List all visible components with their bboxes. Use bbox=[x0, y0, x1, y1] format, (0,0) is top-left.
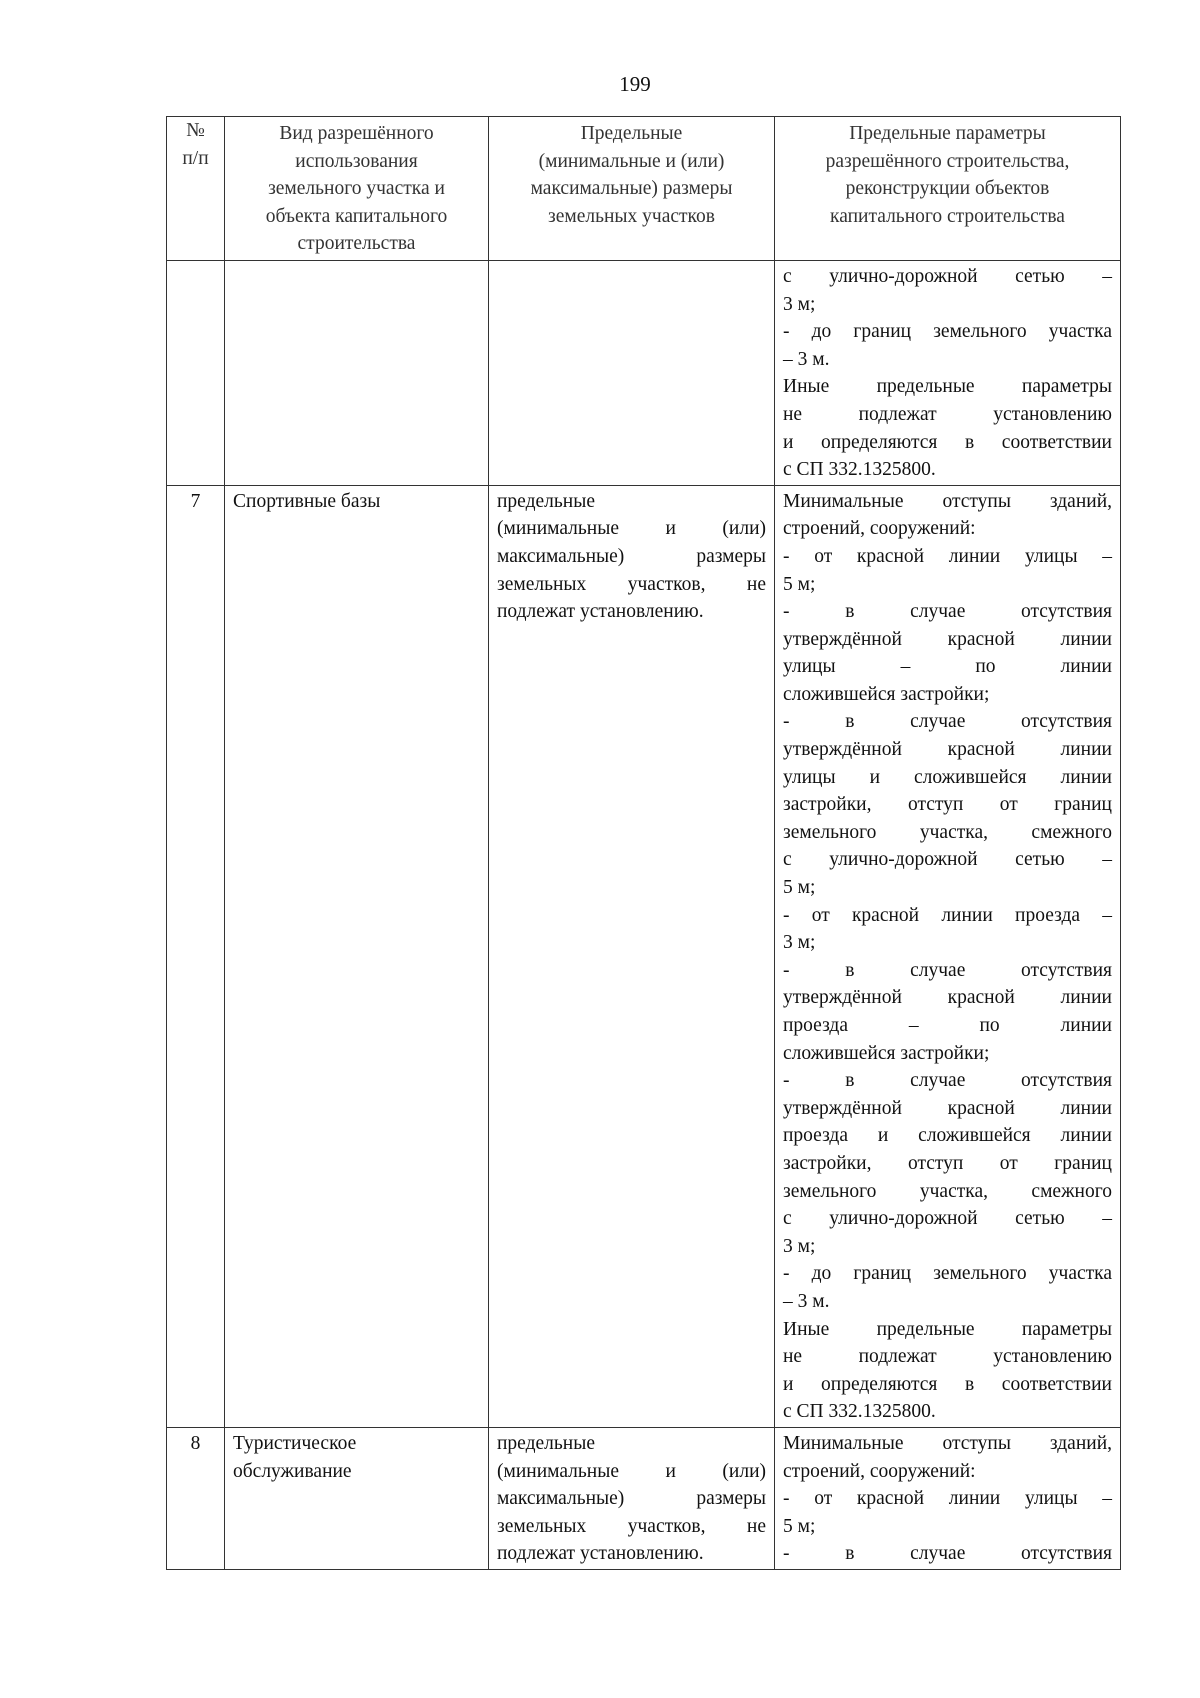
cell-text-line: - от красной линии проезда – bbox=[783, 904, 1112, 926]
row-number bbox=[167, 260, 225, 485]
header-line: капитального строительства bbox=[830, 205, 1065, 227]
header-construction-parameters bbox=[775, 117, 1121, 261]
cell-text-line: сложившейся застройки; bbox=[783, 1042, 990, 1064]
cell-text-line: застройки, отступ от границ bbox=[783, 794, 1112, 816]
header-plot-sizes bbox=[489, 117, 775, 261]
cell-text-line: обслуживание bbox=[233, 1460, 352, 1482]
cell-text-line: утверждённой красной линии bbox=[783, 739, 1112, 761]
table-header-row bbox=[167, 117, 1121, 261]
table-row bbox=[167, 260, 1121, 485]
cell-text-line: предельные bbox=[497, 1432, 595, 1454]
cell-text-line: Туристическое bbox=[233, 1432, 357, 1454]
cell-text-line: - от красной линии улицы – bbox=[783, 545, 1112, 567]
cell-text-line: - до границ земельного участка bbox=[783, 1263, 1112, 1285]
cell-text-line: 3 м; bbox=[783, 932, 816, 954]
cell-text-line: – 3 м. bbox=[783, 1290, 830, 1312]
cell-text-line: с улично-дорожной сетью – bbox=[783, 849, 1112, 871]
cell-text-line: земельного участка, смежного bbox=[783, 1180, 1112, 1202]
cell-text-line: строений, сооружений: bbox=[783, 1460, 976, 1482]
cell-text-line: - в случае отсутствия bbox=[783, 601, 1112, 623]
cell-text-line: – 3 м. bbox=[783, 348, 830, 370]
cell-text-line: с улично-дорожной сетью – bbox=[783, 1208, 1112, 1230]
cell-text-line: 3 м; bbox=[783, 1235, 816, 1257]
cell-text-line: проезда и сложившейся линии bbox=[783, 1125, 1112, 1147]
table-row bbox=[167, 1427, 1121, 1569]
cell-text-line: утверждённой красной линии bbox=[783, 628, 1112, 650]
header-line: земельного участка и bbox=[268, 178, 445, 200]
construction-parameters bbox=[775, 260, 1121, 485]
cell-text-line: Иные предельные параметры bbox=[783, 376, 1112, 398]
cell-text-line: и определяются в соответствии bbox=[783, 431, 1112, 453]
header-number bbox=[167, 117, 225, 261]
cell-text-line: земельных участков, не bbox=[497, 1515, 766, 1537]
construction-parameters bbox=[775, 485, 1121, 1427]
header-line: использования bbox=[295, 150, 418, 172]
cell-text-line: 5 м; bbox=[783, 877, 816, 899]
cell-text-line: не подлежат установлению bbox=[783, 1346, 1112, 1368]
table-row bbox=[167, 485, 1121, 1427]
header-line: строительства bbox=[297, 233, 416, 255]
land-use-table bbox=[166, 116, 1121, 1570]
cell-text-line: с улично-дорожной сетью – bbox=[783, 265, 1112, 287]
cell-text-line: - в случае отсутствия bbox=[783, 1543, 1112, 1565]
header-line: Предельные bbox=[580, 123, 683, 144]
header-permitted-use bbox=[225, 117, 489, 261]
cell-text-line: сложившейся застройки; bbox=[783, 683, 990, 705]
header-line: реконструкции объектов bbox=[845, 178, 1050, 200]
header-line: земельных участков bbox=[548, 205, 715, 227]
plot-size-limits bbox=[489, 485, 775, 1427]
cell-text-line: максимальные) размеры bbox=[497, 545, 766, 567]
header-line: максимальные) размеры bbox=[530, 178, 733, 200]
header-line: п/п bbox=[182, 147, 209, 169]
header-line: № bbox=[186, 120, 205, 141]
cell-text-line: и определяются в соответствии bbox=[783, 1373, 1112, 1395]
cell-text-line: улицы – по линии bbox=[783, 656, 1112, 678]
cell-text-line: 3 м; bbox=[783, 293, 816, 315]
cell-text-line: улицы и сложившейся линии bbox=[783, 766, 1112, 788]
cell-text-line: - от красной линии улицы – bbox=[783, 1488, 1112, 1510]
plot-size-limits bbox=[489, 260, 775, 485]
cell-text-line: - в случае отсутствия bbox=[783, 711, 1112, 733]
page-number: 199 bbox=[619, 72, 651, 96]
cell-text-line: - в случае отсутствия bbox=[783, 959, 1112, 981]
cell-text-line: - в случае отсутствия bbox=[783, 1070, 1112, 1092]
cell-text-line: 5 м; bbox=[783, 1515, 816, 1537]
header-line: Предельные параметры bbox=[849, 123, 1046, 144]
cell-text-line: (минимальные и (или) bbox=[497, 518, 766, 540]
permitted-use-type: Спортивные базы bbox=[225, 485, 489, 1427]
header-line: объекта капитального bbox=[265, 205, 448, 227]
row-number: 7 bbox=[167, 485, 225, 1427]
construction-parameters bbox=[775, 1427, 1121, 1569]
cell-text-line: земельного участка, смежного bbox=[783, 821, 1112, 843]
cell-text-line: 5 м; bbox=[783, 573, 816, 595]
cell-text-line: утверждённой красной линии bbox=[783, 987, 1112, 1009]
cell-text-line: Иные предельные параметры bbox=[783, 1318, 1112, 1340]
cell-text-line: не подлежат установлению bbox=[783, 403, 1112, 425]
cell-text-line: максимальные) размеры bbox=[497, 1488, 766, 1510]
row-number: 8 bbox=[167, 1427, 225, 1569]
cell-text-line: Минимальные отступы зданий, bbox=[783, 1432, 1112, 1454]
cell-text-line: (минимальные и (или) bbox=[497, 1460, 766, 1482]
cell-text-line: утверждённой красной линии bbox=[783, 1097, 1112, 1119]
cell-text-line: предельные bbox=[497, 490, 595, 512]
cell-text-line: подлежат установлению. bbox=[497, 601, 704, 623]
cell-text-line: проезда – по линии bbox=[783, 1015, 1112, 1036]
permitted-use-type bbox=[225, 1427, 489, 1569]
header-line: разрешённого строительства, bbox=[825, 150, 1070, 172]
cell-text-line: подлежат установлению. bbox=[497, 1543, 704, 1565]
header-line: Вид разрешённого bbox=[279, 123, 434, 144]
cell-text-line: с СП 332.1325800. bbox=[783, 459, 936, 481]
cell-text-line: с СП 332.1325800. bbox=[783, 1401, 936, 1423]
header-line: (минимальные и (или) bbox=[538, 150, 725, 172]
cell-text-line: строений, сооружений: bbox=[783, 518, 976, 540]
permitted-use-type bbox=[225, 260, 489, 485]
cell-text-line: Минимальные отступы зданий, bbox=[783, 490, 1112, 512]
plot-size-limits bbox=[489, 1427, 775, 1569]
cell-text-line: земельных участков, не bbox=[497, 573, 766, 595]
cell-text-line: застройки, отступ от границ bbox=[783, 1152, 1112, 1174]
cell-text-line: - до границ земельного участка bbox=[783, 321, 1112, 343]
